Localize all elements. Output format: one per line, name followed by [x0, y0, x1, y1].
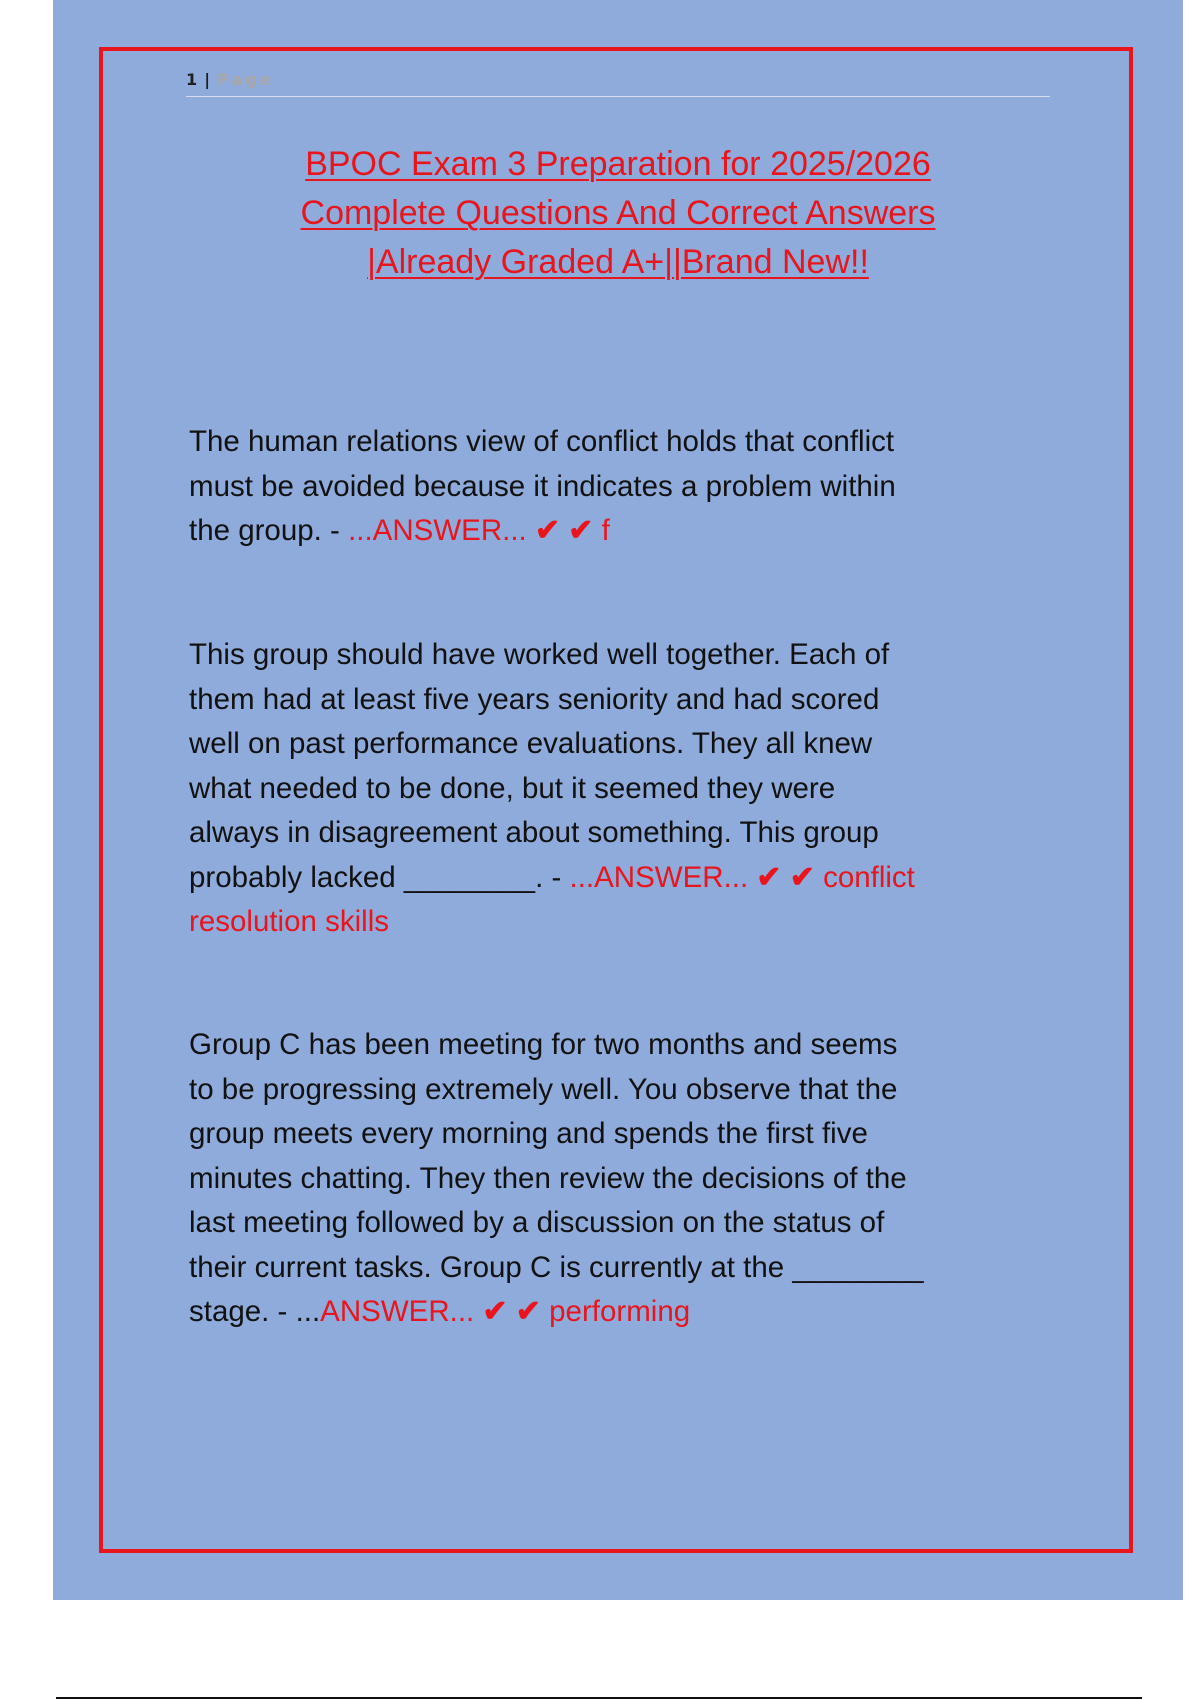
- answer-marker: ...ANSWER...: [348, 514, 527, 547]
- answer-text-continued: resolution skills: [189, 905, 390, 938]
- answer-marker: ...ANSWER...: [569, 860, 749, 894]
- question-answer-line: [189, 1290, 1053, 1335]
- title-line-2: Complete Questions And Correct Answers: [300, 194, 936, 232]
- question-answer-line: [189, 856, 1053, 901]
- page-separator: |: [204, 70, 211, 89]
- title-line-3: |Already Graded A+||Brand New!!: [367, 243, 869, 281]
- document-title: [186, 140, 1050, 287]
- question-text-line: the group. -: [189, 514, 349, 547]
- question-block-1: [189, 420, 1053, 554]
- bottom-divider: [56, 1697, 1142, 1699]
- checkmark-icon: ✔: [789, 860, 815, 894]
- question-text-line: must be avoided because it indicates a problem within: [189, 469, 896, 503]
- question-text-line: This group should have worked well together. Each of: [189, 638, 890, 671]
- question-text-line: minutes chatting. They then review the decisions of the: [189, 1161, 907, 1195]
- answer-text: f: [601, 514, 610, 547]
- question-text-line: probably lacked ________. -: [189, 860, 570, 894]
- checkmark-icon: ✔: [515, 1295, 541, 1328]
- checkmark-icon: ✔: [756, 860, 782, 894]
- question-text-line: Group C has been meeting for two months and seems: [189, 1028, 898, 1061]
- checkmark-icon: ✔: [534, 514, 561, 547]
- answer-text: performing: [549, 1295, 691, 1328]
- title-line-1: BPOC Exam 3 Preparation for 2025/2026: [305, 145, 931, 183]
- question-text-line: well on past performance evaluations. They all knew: [189, 727, 873, 760]
- question-text-line: what needed to be done, but it seemed they were: [189, 771, 836, 805]
- answer-text: conflict: [823, 860, 915, 894]
- answer-marker: ANSWER...: [320, 1295, 475, 1328]
- question-block-2: [189, 633, 1053, 945]
- page-label: Page: [217, 70, 274, 89]
- checkmark-icon: ✔: [482, 1295, 508, 1328]
- question-block-3: [189, 1023, 1053, 1335]
- checkmark-icon: ✔: [568, 514, 594, 547]
- question-text-line: to be progressing extremely well. You observe that the: [189, 1072, 898, 1106]
- question-text-line: last meeting followed by a discussion on the status of: [189, 1206, 885, 1239]
- question-text-line: them had at least five years seniority and had scored: [189, 682, 880, 716]
- page-number: 1: [186, 70, 198, 89]
- page-header: [186, 70, 1050, 97]
- question-answer-line: [189, 509, 1053, 554]
- question-text-line: The human relations view of conflict holds that conflict: [189, 425, 895, 458]
- question-text-line: always in disagreement about something. This group: [189, 816, 879, 849]
- question-text-line: stage. - ...: [189, 1295, 321, 1328]
- question-text-line: their current tasks. Group C is currently at the ________: [189, 1250, 924, 1284]
- question-text-line: group meets every morning and spends the first five: [189, 1117, 868, 1150]
